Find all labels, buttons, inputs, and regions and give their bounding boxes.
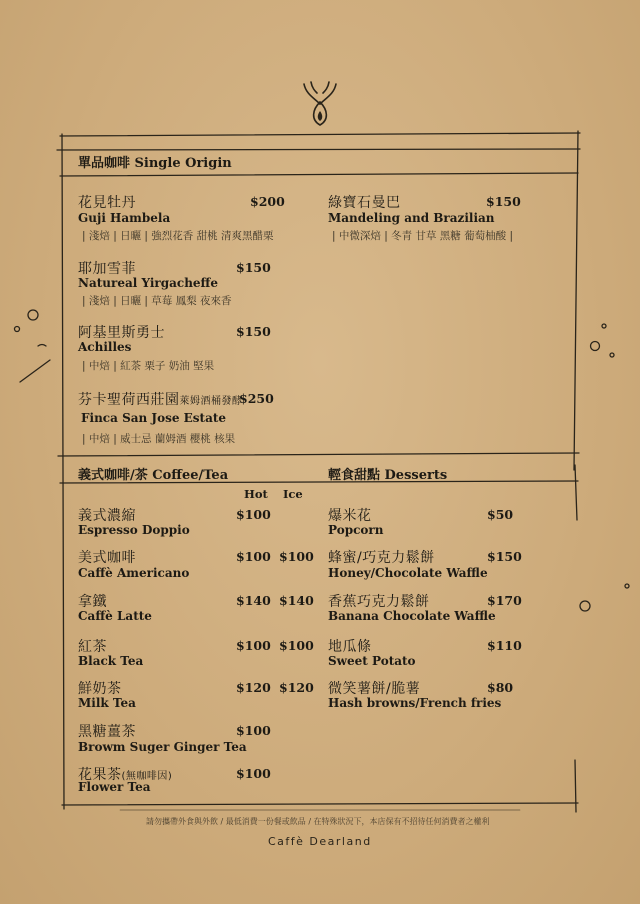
item-notes: | 中焙 | 紅茶 栗子 奶油 堅果	[82, 360, 215, 372]
item-name-en: Espresso Doppio	[78, 523, 190, 537]
item-name-en: Guji Hambela	[78, 211, 171, 225]
item-price-ice: $120	[279, 680, 314, 695]
item-notes: | 中焙 | 威士忌 蘭姆酒 櫻桃 核果	[82, 433, 236, 445]
hot-column-header: Hot	[244, 487, 268, 501]
item-price-hot: $100	[236, 766, 271, 781]
item-price: $150	[236, 260, 271, 275]
item-name-en: Milk Tea	[78, 696, 136, 710]
item-price: $250	[239, 391, 274, 406]
single-origin-title: 單品咖啡 Single Origin	[78, 156, 232, 171]
item-price: $80	[487, 680, 514, 695]
item-name-zh: 美式咖啡	[78, 550, 136, 566]
item-price-hot: $140	[236, 593, 271, 608]
item-name-zh: 紅茶	[78, 639, 107, 655]
item-name-zh: 阿基里斯勇士	[78, 325, 165, 341]
footer-note: 請勿攜帶外食與外飲 / 最低消費一份餐或飲品 / 在特殊狀況下，本店保有不招待任何消費者之權利	[146, 817, 490, 826]
desserts-title: 輕食甜點 Desserts	[328, 468, 448, 483]
item-price: $50	[487, 507, 514, 522]
coffee-tea-title: 義式咖啡/茶 Coffee/Tea	[78, 468, 229, 483]
item-name-zh: 拿鐵	[78, 594, 107, 610]
item-name-en: Caffè Latte	[78, 609, 152, 623]
ice-column-header: Ice	[283, 487, 303, 501]
item-name-zh	[78, 389, 243, 409]
item-name-zh-sub: 萊姆酒桶發酵	[179, 396, 243, 407]
item-notes: | 淺焙 | 日曬 | 強烈花香 甜桃 清爽黑醋栗	[82, 230, 274, 242]
item-name-zh: 微笑薯餅/脆薯	[328, 681, 421, 697]
item-price-hot: $120	[236, 680, 271, 695]
item-name-zh: 蜂蜜/巧克力鬆餅	[328, 550, 435, 566]
item-price-ice: $140	[279, 593, 314, 608]
item-name-zh: 義式濃縮	[78, 508, 136, 524]
item-price-hot: $100	[236, 549, 271, 564]
item-name-en: Finca San Jose Estate	[81, 411, 227, 425]
item-price: $200	[250, 194, 285, 209]
item-name-zh: 綠寶石曼巴	[328, 195, 401, 211]
item-name-en: Hash browns/French fries	[328, 696, 502, 710]
item-price-ice: $100	[279, 549, 314, 564]
item-name-en: Black Tea	[78, 654, 144, 668]
item-price: $150	[236, 324, 271, 339]
item-price: $150	[487, 549, 522, 564]
item-name-zh: 耶加雪菲	[78, 261, 136, 277]
item-notes: | 淺焙 | 日曬 | 草莓 鳳梨 夜來香	[82, 295, 232, 307]
item-name-zh: 花見牡丹	[78, 195, 136, 211]
item-price-ice: $100	[279, 638, 314, 653]
item-name-en: Achilles	[78, 340, 132, 354]
item-name-en: Popcorn	[328, 523, 384, 537]
item-price-hot: $100	[236, 507, 271, 522]
item-name-zh-main: 花果茶	[78, 767, 122, 783]
item-name-zh: 香蕉巧克力鬆餅	[328, 594, 430, 610]
item-name-zh: 爆米花	[328, 508, 372, 524]
antler-drop-logo-icon	[300, 80, 340, 130]
item-name-en: Mandeling and Brazilian	[328, 211, 495, 225]
item-name-zh-main: 芬卡聖荷西莊園	[78, 392, 180, 408]
item-name-zh: 鮮奶茶	[78, 681, 122, 697]
item-name-zh: 地瓜條	[328, 639, 372, 655]
brand-name: Caffè Dearland	[268, 835, 372, 848]
item-name-zh: 黑糖薑茶	[78, 724, 136, 740]
item-name-en: Flower Tea	[78, 780, 151, 794]
item-price: $170	[487, 593, 522, 608]
item-name-en: Honey/Chocolate Waffle	[328, 566, 488, 580]
item-name-en: Natureal Yirgacheffe	[78, 276, 219, 290]
item-name-en: Browm Suger Ginger Tea	[78, 740, 247, 754]
item-price: $150	[486, 194, 521, 209]
item-name-en: Sweet Potato	[328, 654, 416, 668]
item-name-en: Caffè Americano	[78, 566, 190, 580]
item-name-zh-sub: (無咖啡因)	[121, 771, 173, 782]
item-price-hot: $100	[236, 723, 271, 738]
item-notes: | 中微深焙 | 冬青 甘草 黑糖 葡萄柚酸 |	[332, 230, 513, 242]
item-name-en: Banana Chocolate Waffle	[328, 609, 496, 623]
item-price-hot: $100	[236, 638, 271, 653]
item-price: $110	[487, 638, 522, 653]
